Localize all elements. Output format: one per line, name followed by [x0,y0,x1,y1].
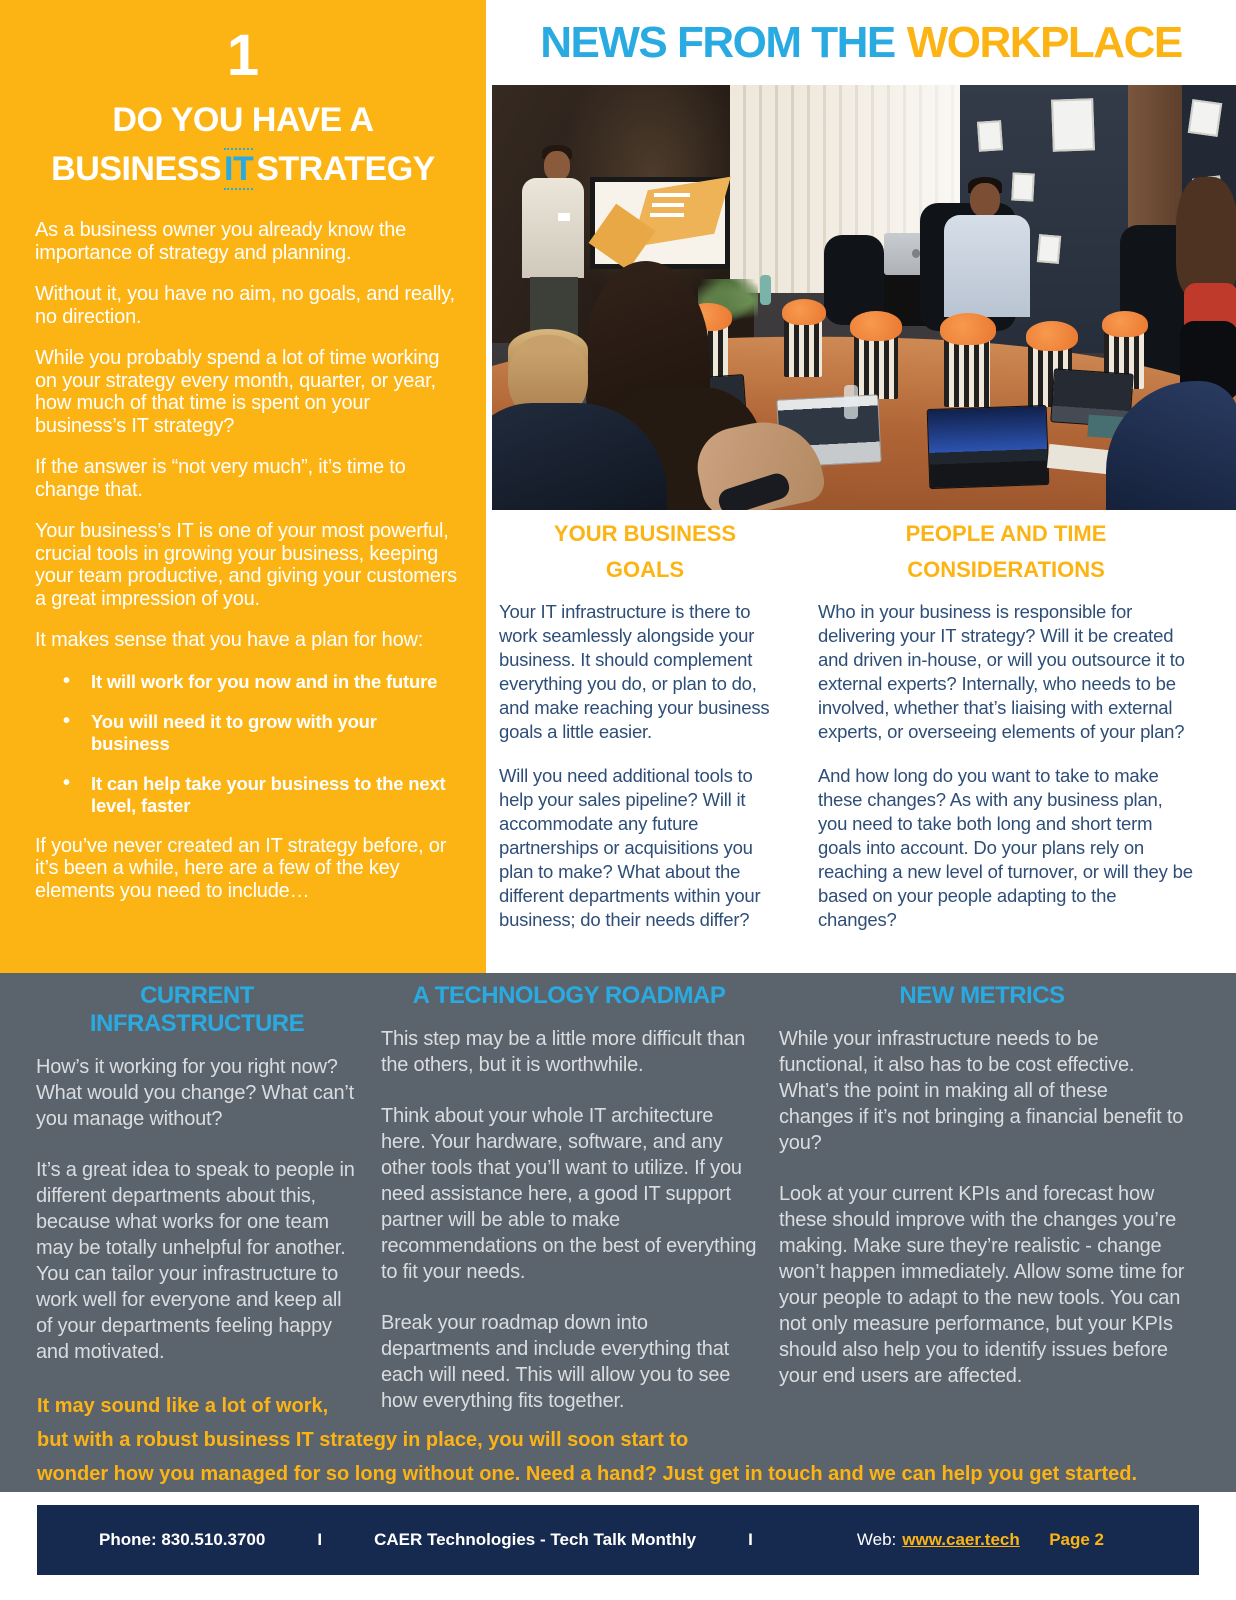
heading-line: GOALS [605,557,685,582]
column-heading [818,516,1194,588]
paragraph: Your IT infrastructure is there to work seamlessly alongside your business. It should complement everything you do, or plan to do, and make reaching your business goals a little easier. [499,601,770,742]
paragraph: It makes sense that you have a plan for how: [35,629,424,651]
section-number: 1 [226,23,260,88]
photo-water-bottle [760,275,771,305]
bullet-item: • You will need it to grow with your business [35,711,458,755]
bottom-section [0,973,1236,1492]
heading-line: CONSIDERATIONS [907,557,1105,582]
panel-title [0,96,486,194]
heading-line: PEOPLE AND TIME [905,521,1107,546]
callout-text [37,1389,1201,1491]
workplace-photo [492,85,1236,510]
photo-presenter-shirt [522,178,584,278]
photo-slide-text-line [650,213,684,217]
newsletter-title-blue: NEWS FROM THE [540,17,895,67]
newsletter-header [486,0,1236,85]
photo-picture-frame [1051,98,1095,151]
column-current-infrastructure [36,982,358,1390]
middle-section [492,510,1236,973]
photo-picture-frame [1037,234,1061,264]
paragraph: Without it, you have no aim, no goals, and really, no direction. [35,283,455,328]
photo-laptop-blue-screen [927,405,1050,489]
photo-attendee-shirt [944,215,1030,317]
photo-picture-frame [977,120,1003,152]
paragraph: While you probably spend a lot of time working on your strategy every month, quarter, or year, how much of that time is spent on your business’s IT strategy? [35,347,440,437]
photo-slide-text-line [652,203,684,207]
photo-picture-frame [1011,172,1034,201]
paragraph: As a business owner you already know the importance of strategy and planning. [35,219,407,264]
photo-attendee-head [970,183,1000,217]
photo-water-bottle [844,385,858,419]
photo-presenter-badge [558,213,570,221]
panel-title-post: STRATEGY [256,150,435,188]
column-body [779,1026,1185,1389]
paragraph: Will you need additional tools to help your sales pipeline? Will it accommodate any future partnerships or acquisitions you plan to make? What about the different departments within your business; do their needs differ? [499,765,761,930]
footer-web-link[interactable]: www.caer.tech [902,1530,1020,1549]
footer-company: CAER Technologies - Tech Talk Monthly [374,1530,697,1549]
column-body [36,1054,358,1365]
photo-picture-frame [1188,99,1222,137]
photo-gift-tissue [1026,321,1078,351]
photo-gift-bag [854,333,898,399]
paragraph: It’s a great idea to speak to people in different departments about this, because what works for one team may be totally unhelpful for another. You can tailor your infrastructure to work well for everyone and keep all of your departments feeling happy and motivated. [36,1159,355,1363]
photo-gift-tissue [940,313,996,345]
callout-line: It may sound like a lot of work, [37,1395,329,1417]
bullet-item: • It can help take your business to the next level, faster [35,773,458,817]
newsletter-title-gold: WORKPLACE [906,17,1182,67]
newsletter-title [540,18,1181,68]
paragraph: Think about your whole IT architecture here. Your hardware, software, and any other tools that you’ll want to utilize. If you need assistance here, a good IT support partner will be able to make recommendations on the best of everything to fit your needs. [381,1105,757,1283]
panel-title-line1: DO YOU HAVE A [112,101,374,139]
footer-page-number: Page 2 [1049,1530,1104,1549]
photo-attendee-hair [1176,177,1236,299]
paragraph-closing: If you’ve never created an IT strategy before, or it’s been a while, here are a few of the key elements you need to include… [35,834,447,902]
heading-line: YOUR BUSINESS [553,521,737,546]
footer-bar [37,1505,1199,1575]
panel-title-pre: BUSINESS [51,150,221,188]
paragraph: This step may be a little more difficult than the others, but it is worthwhile. [381,1028,746,1076]
column-new-metrics [779,982,1185,1414]
photo-macbook-logo [912,249,920,258]
photo-gift-tissue [1102,311,1148,337]
panel-body [35,219,458,902]
bullet-list [35,671,458,817]
panel-title-it-highlight: IT [224,150,254,188]
column-body [381,1026,757,1414]
column-heading: A TECHNOLOGY ROADMAP [412,982,726,1009]
paragraph: Look at your current KPIs and forecast how these should improve with the changes you’re making. Make sure they’re realistic - change won’t happen immediately. Allow some time for your people to adapt to the new tools. You can not only measure performance, but your KPIs should also help you to identify issues before your end users are affected. [779,1183,1185,1387]
footer-separator: I [748,1530,753,1549]
column-technology-roadmap [381,982,757,1439]
column-heading: NEW METRICS [899,982,1065,1009]
bullet-item: • It will work for you now and in the future [35,671,458,693]
column-heading: CURRENT INFRASTRUCTURE [89,982,305,1037]
callout-line: wonder how you managed for so long without one. Need a hand? Just get in touch and we can help you get started. [37,1463,1138,1485]
paragraph: And how long do you want to take to make these changes? As with any business plan, you need to take both long and short term goals into account. Do your plans rely on reaching a new level of turnover, or will they be based on your people adapting to the changes? [818,765,1193,930]
photo-presenter-head [544,151,570,181]
callout-line: but with a robust business IT strategy in place, you will soon start to [37,1429,689,1451]
column-body [818,600,1194,932]
column-people-time [818,510,1194,952]
panel-title-line2 [0,145,486,194]
footer-phone: Phone: 830.510.3700 [99,1530,266,1549]
photo-gift-tissue [782,299,826,325]
footer-web-label: Web: [856,1530,897,1549]
paragraph: Break your roadmap down into departments and include everything that each will need. This will allow you to see how everything fits together. [381,1312,731,1412]
photo-gift-bag [944,337,990,407]
paragraph: Who in your business is responsible for delivering your IT strategy? Will it be created and driven in-house, or will you outsource it to external experts? Internally, who needs to be involved, whether that’s liaising with external experts, or overseeing elements of your plan? [818,601,1185,742]
paragraph: How’s it working for you right now? What would you change? What can’t you manage without? [36,1056,355,1130]
photo-gift-tissue [850,311,902,341]
column-heading [499,516,791,588]
column-body [499,600,791,932]
column-business-goals [499,510,791,952]
paragraph: If the answer is “not very much”, it’s time to change that. [35,456,406,501]
footer-separator: I [317,1530,323,1549]
paragraph: While your infrastructure needs to be functional, it also has to be cost effective. What’s the point in making all of these changes if it’s not bringing a financial benefit to you? [779,1028,1184,1154]
feature-panel [0,0,486,973]
photo-slide-text-line [654,193,690,197]
photo-gift-bag [784,319,822,377]
paragraph: Your business’s IT is one of your most powerful, crucial tools in growing your business, keeping your team productive, and giving your customers a great impression of you. [35,520,457,610]
